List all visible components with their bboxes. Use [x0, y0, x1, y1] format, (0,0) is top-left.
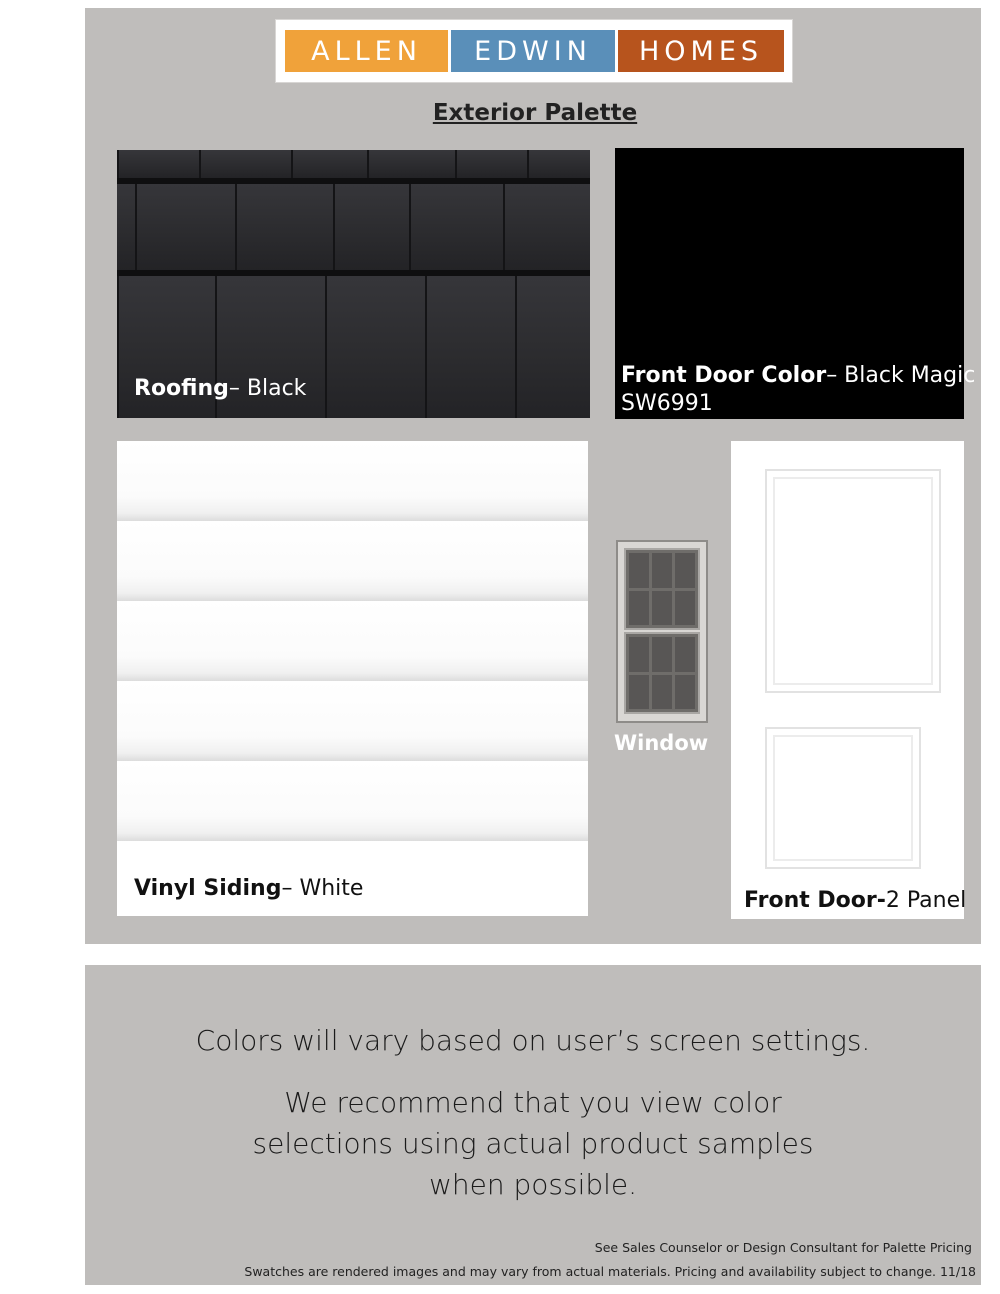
front-door-label	[744, 888, 966, 913]
page-title: Exterior Palette	[432, 100, 638, 126]
front-door-swatch	[731, 441, 967, 919]
door-upper-panel	[765, 469, 941, 693]
front-door-color-code: SW6991	[621, 391, 713, 416]
window-swatch	[616, 540, 708, 723]
vinyl-siding-name: Vinyl Siding	[134, 876, 282, 901]
vinyl-siding-value: – White	[281, 876, 364, 901]
notice-line-2	[85, 1082, 981, 1205]
vinyl-siding-label	[134, 876, 363, 901]
footer-disclaimer: Swatches are rendered images and may vary from actual materials. Pricing and availability subject to change. 11/18	[244, 1264, 976, 1279]
door-lower-panel	[765, 727, 921, 869]
front-door-color-label	[621, 362, 975, 418]
logo-homes: HOMES	[618, 30, 784, 72]
front-door-color-name: Front Door Color	[621, 363, 827, 388]
window-label: Window	[614, 731, 709, 755]
logo-allen: ALLEN	[285, 30, 448, 72]
logo-edwin: EDWIN	[451, 30, 615, 72]
front-door-name: Front Door-	[744, 888, 886, 913]
window-upper-sash	[624, 548, 700, 630]
front-door-value: 2 Panel	[885, 888, 967, 913]
notice-line-1: Colors will vary based on user’s screen settings.	[195, 1024, 871, 1057]
footer-pricing-note: See Sales Counselor or Design Consultant for Palette Pricing	[594, 1240, 972, 1255]
roofing-label	[134, 376, 306, 401]
roofing-name: Roofing	[134, 376, 229, 401]
window-lower-sash	[624, 632, 700, 714]
roofing-value: – Black	[228, 376, 307, 401]
vinyl-siding-swatch	[117, 441, 588, 916]
company-logo	[276, 20, 792, 82]
notice-line-2-text: We recommend that you view color selections using actual product samples when possible.	[252, 1086, 814, 1201]
front-door-color-value: – Black Magic	[826, 363, 976, 388]
